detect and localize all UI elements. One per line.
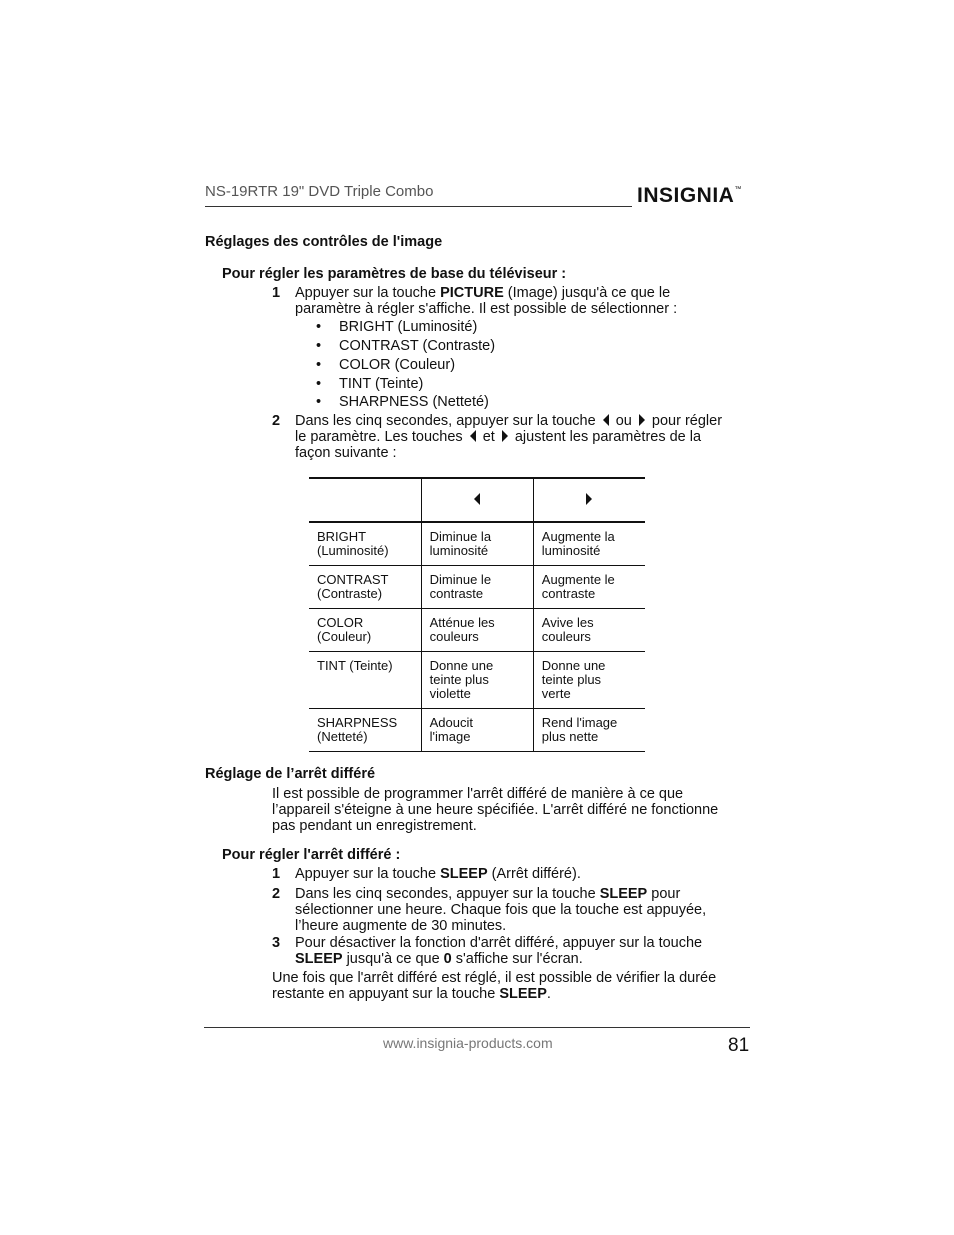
table-cell-decrease: Atténue les couleurs (421, 609, 533, 652)
step-number: 3 (272, 935, 281, 951)
left-arrow-icon (603, 414, 609, 426)
bullet-icon: • (316, 394, 322, 410)
sleep-step2-text: Dans les cinq secondes, appuyer sur la touche SLEEP pour sélectionner une heure. Chaque fois que la touche est appuyée, l’heure augmente de 30 minutes. (295, 886, 707, 934)
table-header-row (309, 478, 645, 522)
brand-logo (637, 184, 742, 208)
step-number: 2 (272, 413, 281, 429)
right-arrow-icon (502, 430, 508, 442)
sleep-step3-text: Pour désactiver la fonction d'arrêt différé, appuyer sur la touche SLEEP jusqu'à ce que 0 s'affiche sur l'écran. (295, 935, 703, 967)
section-heading-sleep-timer: Réglage de l’arrêt différé (205, 766, 376, 782)
table-row (309, 652, 645, 709)
header-divider (205, 206, 632, 207)
step-number: 1 (272, 866, 281, 882)
sleep-key: SLEEP (440, 866, 488, 882)
list-item: COLOR (Couleur) (339, 357, 456, 373)
right-arrow-icon (586, 493, 592, 505)
table-header-left (421, 478, 533, 522)
picture-settings-table (309, 477, 645, 752)
table-header-empty (309, 478, 421, 522)
left-arrow-icon (474, 493, 480, 505)
table-row (309, 709, 645, 752)
subheading-basic-settings: Pour régler les paramètres de base du téléviseur : (222, 266, 567, 282)
subheading-sleep-setup: Pour régler l'arrêt différé : (222, 847, 401, 863)
document-title: NS-19RTR 19" DVD Triple Combo (205, 183, 434, 200)
step-number: 2 (272, 886, 281, 902)
trademark-symbol: ™ (734, 186, 742, 193)
brand-logo-text: INSIGNIA (637, 184, 735, 207)
sleep-step1-text: Appuyer sur la touche SLEEP (Arrêt différé). (295, 866, 581, 882)
picture-key: PICTURE (440, 285, 504, 301)
step2-text: Dans les cinq secondes, appuyer sur la touche ou pour régler le paramètre. Les touches et ajustent les paramètres de la façon suivante : (295, 413, 723, 461)
right-arrow-icon (639, 414, 645, 426)
bullet-icon: • (316, 376, 322, 392)
sleep-outro-paragraph: Une fois que l'arrêt différé est réglé, il est possible de vérifier la durée restante en appuyant sur la touche SLEEP. (272, 970, 717, 1002)
sleep-key: SLEEP (295, 951, 343, 967)
sleep-intro-paragraph: Il est possible de programmer l'arrêt différé de manière à ce que l’appareil s'éteigne à une heure spécifiée. L'arrêt différé ne fonctionne pas pendant un enregistrement. (272, 786, 719, 834)
list-item: SHARPNESS (Netteté) (339, 394, 489, 410)
table-cell-increase: Augmente la luminosité (533, 522, 645, 566)
table-cell-increase: Rend l'image plus nette (533, 709, 645, 752)
table-cell-setting: TINT (Teinte) (309, 652, 421, 709)
list-item: CONTRAST (Contraste) (339, 338, 496, 354)
table-row (309, 522, 645, 566)
step1-text: Appuyer sur la touche PICTURE (Image) jusqu'à ce que le paramètre à régler s'affiche. Il est possible de sélectionner : (295, 285, 678, 317)
page-number: 81 (728, 1035, 750, 1056)
table-cell-setting: SHARPNESS (Netteté) (309, 709, 421, 752)
table-cell-decrease: Donne une teinte plus violette (421, 652, 533, 709)
bullet-icon: • (316, 338, 322, 354)
bullet-icon: • (316, 319, 322, 335)
table-cell-setting: COLOR (Couleur) (309, 609, 421, 652)
table-cell-increase: Augmente le contraste (533, 566, 645, 609)
table-row (309, 566, 645, 609)
table-cell-setting: BRIGHT (Luminosité) (309, 522, 421, 566)
left-arrow-icon (470, 430, 476, 442)
footer-url: www.insignia-products.com (383, 1035, 553, 1051)
list-item: TINT (Teinte) (339, 376, 424, 392)
table-header-right (533, 478, 645, 522)
bullet-icon: • (316, 357, 322, 373)
sleep-key: SLEEP (499, 986, 547, 1002)
list-item: BRIGHT (Luminosité) (339, 319, 478, 335)
table-cell-decrease: Diminue la luminosité (421, 522, 533, 566)
sleep-key: SLEEP (599, 886, 648, 902)
footer-divider (204, 1027, 750, 1028)
zero-value: 0 (443, 951, 452, 967)
table-cell-decrease: Diminue le contraste (421, 566, 533, 609)
step-number: 1 (272, 285, 281, 301)
table-cell-increase: Avive les couleurs (533, 609, 645, 652)
section-heading-image-controls: Réglages des contrôles de l'image (205, 234, 443, 250)
table-cell-setting: CONTRAST (Contraste) (309, 566, 421, 609)
table-cell-decrease: Adoucit l'image (421, 709, 533, 752)
table-row (309, 609, 645, 652)
table-cell-increase: Donne une teinte plus verte (533, 652, 645, 709)
